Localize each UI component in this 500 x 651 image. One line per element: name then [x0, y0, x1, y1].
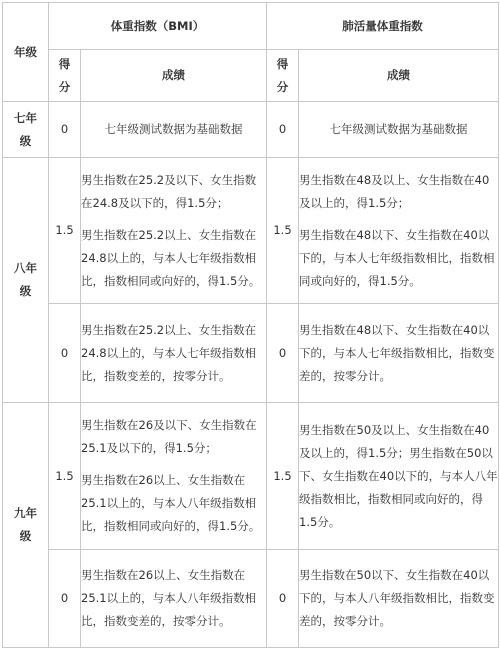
grade9-bmi-para-1: 男生指数在26及以下、女生指数在25.1及以下的，得1.5分；: [81, 418, 257, 455]
grade9-lung-score-2: 0: [267, 550, 299, 648]
grade9-lung-text-2: 男生指数在50以下、女生指数在40以下的，与本人八年级指数相比，指数变差的，按零分计。: [299, 550, 499, 648]
grade8-bmi-text-1: [81, 158, 267, 304]
grade9-bmi-text-2: 男生指数在26以上、女生指数在25.1以上的，与本人八年级指数相比，指数变差的，按零分计。: [81, 550, 267, 648]
grade7-bmi-text: 七年级测试数据为基础数据: [81, 102, 267, 158]
grade9-row-1: [3, 403, 499, 550]
grade9-lung-score-1: 1.5: [267, 403, 299, 550]
grade7-label: 七年级: [3, 102, 49, 158]
grade8-bmi-para-1: 男生指数在25.2及以下、女生指数在24.8及以下的，得1.5分；: [81, 172, 257, 210]
lung-header: 肺活量体重指数: [267, 3, 499, 50]
grade7-lung-score: 0: [267, 102, 299, 158]
grade8-lung-score-2: 0: [267, 304, 299, 403]
grade8-row-1: [3, 158, 499, 304]
grade8-lung-text-2: 男生指数在48以下、女生指数在40以下的，与本人七年级指数相比，指数变差的，按零分计。: [299, 304, 499, 403]
lung-result-header: 成绩: [299, 50, 499, 102]
grade8-bmi-para-2: 男生指数在25.2以上、女生指数在24.8以上的，与本人七年级指数相比，指数相同或向好的，得1.5分。: [81, 227, 261, 288]
grade9-label: 九年级: [3, 403, 49, 648]
grade8-lung-para-1: 男生指数在48及以上、女生指数在40及以上的，得1.5分；: [299, 172, 490, 210]
grade-header: 年级: [3, 3, 49, 102]
grade9-bmi-score-1: 1.5: [49, 403, 81, 550]
grade8-lung-score-1: 1.5: [267, 158, 299, 304]
header-row-1: [3, 3, 499, 50]
grade8-lung-para-2: 男生指数在48以下、女生指数在40以下的，与本人七年级指数相比，指数相同或向好的，得1.5分。: [299, 227, 495, 288]
header-row-2: [3, 50, 499, 102]
grade9-row-2: [3, 550, 499, 648]
grade8-label: 八年级: [3, 158, 49, 403]
grade9-bmi-para-2: 男生指数在26以上、女生指数在25.1以上的，与本人八年级指数相比，指数相同或向好的，得1.5分。: [81, 473, 261, 533]
grade8-lung-text-1: [299, 158, 499, 304]
bmi-result-header: 成绩: [81, 50, 267, 102]
grade8-bmi-text-2: 男生指数在25.2以上、女生指数在24.8以上的，与本人七年级指数相比，指数变差的，按零分计。: [81, 304, 267, 403]
grade9-bmi-score-2: 0: [49, 550, 81, 648]
grade8-row-2: [3, 304, 499, 403]
grade9-bmi-text-1: [81, 403, 267, 550]
grade7-lung-text: 七年级测试数据为基础数据: [299, 102, 499, 158]
score-table: [2, 2, 499, 648]
grade7-row: [3, 102, 499, 158]
lung-score-header: 得分: [267, 50, 299, 102]
bmi-score-header: 得分: [49, 50, 81, 102]
grade8-bmi-score-1: 1.5: [49, 158, 81, 304]
grade8-bmi-score-2: 0: [49, 304, 81, 403]
bmi-header: 体重指数（BMI）: [49, 3, 267, 50]
grade7-bmi-score: 0: [49, 102, 81, 158]
grade9-lung-text-1: 男生指数在50及以上、女生指数在40及以上的，得1.5分；男生指数在50以下、女生指数在40以下的，与本人八年级指数相比，指数相同或向好的，得1.5分。: [299, 403, 499, 550]
